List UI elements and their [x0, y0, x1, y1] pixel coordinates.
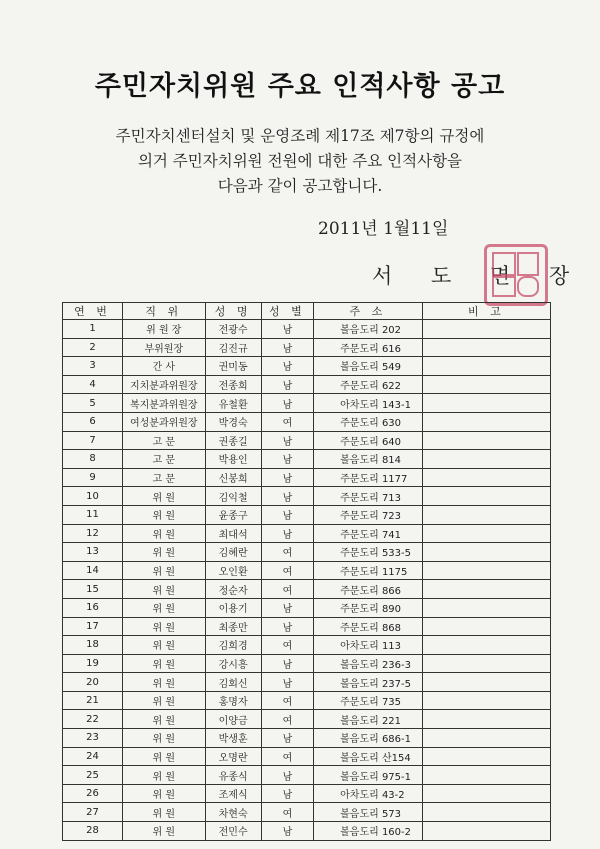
cell-gender: 남 — [261, 673, 313, 692]
cell-number: 14 — [63, 561, 123, 580]
cell-name: 전광수 — [205, 320, 261, 339]
table-row — [63, 487, 551, 506]
table-row — [63, 822, 551, 841]
cell-address: 볼음도리 221 — [314, 710, 423, 729]
table-row — [63, 431, 551, 450]
cell-position: 위 원 — [123, 654, 205, 673]
cell-gender: 남 — [261, 524, 313, 543]
header-number: 연 번 — [63, 303, 123, 320]
cell-position: 위 원 — [123, 747, 205, 766]
intro-paragraph — [40, 124, 560, 199]
cell-name: 정순자 — [205, 580, 261, 599]
table-row — [63, 524, 551, 543]
cell-name: 이양금 — [205, 710, 261, 729]
cell-name: 김진규 — [205, 338, 261, 357]
cell-gender: 여 — [261, 543, 313, 562]
table-row — [63, 394, 551, 413]
table-row — [63, 729, 551, 748]
cell-address: 주문도리 1175 — [314, 561, 423, 580]
cell-address: 주문도리 723 — [314, 505, 423, 524]
cell-address: 아차도리 143-1 — [314, 394, 423, 413]
cell-remarks — [422, 580, 550, 599]
table-row — [63, 468, 551, 487]
cell-address: 볼음도리 686-1 — [314, 729, 423, 748]
committee-members-table — [62, 302, 551, 841]
cell-name: 박생훈 — [205, 729, 261, 748]
cell-number: 7 — [63, 431, 123, 450]
page-title: 주민자치위원 주요 인적사항 공고 — [94, 71, 506, 102]
cell-number: 17 — [63, 617, 123, 636]
cell-number: 21 — [63, 691, 123, 710]
official-seal-stamp — [484, 244, 548, 306]
cell-remarks — [422, 431, 550, 450]
cell-gender: 남 — [261, 320, 313, 339]
cell-number: 12 — [63, 524, 123, 543]
table-row — [63, 598, 551, 617]
header-gender: 성 별 — [261, 303, 313, 320]
cell-address: 주문도리 735 — [314, 691, 423, 710]
cell-gender: 남 — [261, 450, 313, 469]
cell-remarks — [422, 320, 550, 339]
cell-address: 주문도리 622 — [314, 375, 423, 394]
cell-position: 위 원 장 — [123, 320, 205, 339]
cell-address: 주문도리 868 — [314, 617, 423, 636]
cell-number: 2 — [63, 338, 123, 357]
cell-gender: 남 — [261, 598, 313, 617]
cell-position: 위 원 — [123, 598, 205, 617]
cell-gender: 여 — [261, 412, 313, 431]
cell-remarks — [422, 784, 550, 803]
cell-name: 권종길 — [205, 431, 261, 450]
cell-number: 19 — [63, 654, 123, 673]
cell-address: 볼음도리 573 — [314, 803, 423, 822]
cell-address: 아차도리 43-2 — [314, 784, 423, 803]
cell-position: 위 원 — [123, 524, 205, 543]
table-row — [63, 803, 551, 822]
table-row — [63, 543, 551, 562]
cell-position: 여성분과위원장 — [123, 412, 205, 431]
table-row — [63, 673, 551, 692]
cell-number: 5 — [63, 394, 123, 413]
cell-gender: 남 — [261, 394, 313, 413]
cell-number: 8 — [63, 450, 123, 469]
cell-name: 윤종구 — [205, 505, 261, 524]
cell-position: 위 원 — [123, 784, 205, 803]
intro-line: 주민자치센터설치 및 운영조례 제17조 제7항의 규정에 — [115, 127, 485, 145]
cell-position: 위 원 — [123, 691, 205, 710]
header-name: 성 명 — [205, 303, 261, 320]
cell-number: 1 — [63, 320, 123, 339]
cell-gender: 남 — [261, 487, 313, 506]
cell-number: 25 — [63, 766, 123, 785]
cell-gender: 남 — [261, 431, 313, 450]
cell-position: 지치분과위원장 — [123, 375, 205, 394]
notice-date: 2011년 1월11일 — [318, 219, 449, 239]
cell-remarks — [422, 710, 550, 729]
cell-gender: 남 — [261, 357, 313, 376]
table-row — [63, 450, 551, 469]
cell-gender: 남 — [261, 654, 313, 673]
cell-position: 위 원 — [123, 505, 205, 524]
cell-gender: 남 — [261, 729, 313, 748]
cell-gender: 여 — [261, 803, 313, 822]
cell-remarks — [422, 561, 550, 580]
cell-remarks — [422, 822, 550, 841]
table-row — [63, 710, 551, 729]
cell-name: 차현숙 — [205, 803, 261, 822]
cell-position: 부위원장 — [123, 338, 205, 357]
cell-gender: 남 — [261, 338, 313, 357]
table-row — [63, 617, 551, 636]
cell-number: 28 — [63, 822, 123, 841]
cell-name: 박용인 — [205, 450, 261, 469]
cell-number: 23 — [63, 729, 123, 748]
cell-number: 3 — [63, 357, 123, 376]
cell-gender: 남 — [261, 468, 313, 487]
header-position: 직 위 — [123, 303, 205, 320]
cell-number: 22 — [63, 710, 123, 729]
cell-position: 위 원 — [123, 487, 205, 506]
table-row — [63, 636, 551, 655]
cell-remarks — [422, 747, 550, 766]
office-signature: 서 도 면 장 — [372, 264, 586, 288]
cell-address: 주문도리 890 — [314, 598, 423, 617]
cell-address: 볼음도리 160-2 — [314, 822, 423, 841]
table-row — [63, 357, 551, 376]
cell-remarks — [422, 636, 550, 655]
intro-line: 다음과 같이 공고합니다. — [217, 177, 383, 195]
cell-gender: 여 — [261, 710, 313, 729]
cell-position: 위 원 — [123, 580, 205, 599]
table-row — [63, 561, 551, 580]
cell-position: 위 원 — [123, 561, 205, 580]
cell-number: 9 — [63, 468, 123, 487]
cell-address: 볼음도리 814 — [314, 450, 423, 469]
cell-position: 위 원 — [123, 710, 205, 729]
cell-remarks — [422, 673, 550, 692]
cell-position: 위 원 — [123, 617, 205, 636]
cell-address: 주문도리 1177 — [314, 468, 423, 487]
cell-position: 고 문 — [123, 450, 205, 469]
table-row — [63, 320, 551, 339]
cell-address: 주문도리 533-5 — [314, 543, 423, 562]
table-row — [63, 654, 551, 673]
cell-address: 주문도리 713 — [314, 487, 423, 506]
table-header-row — [63, 303, 551, 320]
cell-name: 강시흥 — [205, 654, 261, 673]
table-row — [63, 691, 551, 710]
cell-remarks — [422, 598, 550, 617]
cell-remarks — [422, 412, 550, 431]
cell-name: 이용기 — [205, 598, 261, 617]
cell-name: 전민수 — [205, 822, 261, 841]
cell-address: 주문도리 616 — [314, 338, 423, 357]
cell-name: 권미동 — [205, 357, 261, 376]
cell-position: 위 원 — [123, 729, 205, 748]
cell-name: 최대석 — [205, 524, 261, 543]
cell-name: 유철환 — [205, 394, 261, 413]
table-row — [63, 338, 551, 357]
cell-name: 김회신 — [205, 673, 261, 692]
cell-gender: 남 — [261, 375, 313, 394]
cell-address: 볼음도리 236-3 — [314, 654, 423, 673]
cell-remarks — [422, 524, 550, 543]
cell-remarks — [422, 505, 550, 524]
cell-address: 주문도리 866 — [314, 580, 423, 599]
cell-address: 아차도리 113 — [314, 636, 423, 655]
table-row — [63, 784, 551, 803]
cell-position: 위 원 — [123, 673, 205, 692]
cell-remarks — [422, 394, 550, 413]
cell-gender: 남 — [261, 766, 313, 785]
cell-remarks — [422, 766, 550, 785]
cell-gender: 여 — [261, 636, 313, 655]
cell-position: 위 원 — [123, 766, 205, 785]
cell-name: 최종만 — [205, 617, 261, 636]
cell-name: 전종희 — [205, 375, 261, 394]
cell-remarks — [422, 357, 550, 376]
cell-address: 볼음도리 975-1 — [314, 766, 423, 785]
cell-number: 6 — [63, 412, 123, 431]
cell-name: 홍명자 — [205, 691, 261, 710]
cell-gender: 여 — [261, 747, 313, 766]
cell-number: 4 — [63, 375, 123, 394]
cell-name: 김익철 — [205, 487, 261, 506]
cell-remarks — [422, 375, 550, 394]
cell-address: 주문도리 630 — [314, 412, 423, 431]
header-address: 주 소 — [314, 303, 423, 320]
cell-remarks — [422, 543, 550, 562]
cell-gender: 남 — [261, 505, 313, 524]
cell-gender: 여 — [261, 691, 313, 710]
cell-name: 조제식 — [205, 784, 261, 803]
cell-position: 간 사 — [123, 357, 205, 376]
header-remarks: 비 고 — [422, 303, 550, 320]
cell-number: 10 — [63, 487, 123, 506]
table-row — [63, 580, 551, 599]
cell-position: 위 원 — [123, 636, 205, 655]
cell-number: 18 — [63, 636, 123, 655]
table-row — [63, 412, 551, 431]
cell-position: 위 원 — [123, 803, 205, 822]
cell-name: 신봉희 — [205, 468, 261, 487]
cell-address: 볼음도리 549 — [314, 357, 423, 376]
cell-remarks — [422, 468, 550, 487]
cell-gender: 남 — [261, 617, 313, 636]
cell-address: 볼음도리 산154 — [314, 747, 423, 766]
cell-remarks — [422, 729, 550, 748]
table-row — [63, 766, 551, 785]
cell-number: 15 — [63, 580, 123, 599]
cell-position: 고 문 — [123, 468, 205, 487]
cell-number: 27 — [63, 803, 123, 822]
cell-number: 13 — [63, 543, 123, 562]
cell-name: 오명란 — [205, 747, 261, 766]
table-row — [63, 747, 551, 766]
cell-address: 볼음도리 237-5 — [314, 673, 423, 692]
cell-number: 26 — [63, 784, 123, 803]
cell-number: 11 — [63, 505, 123, 524]
table-row — [63, 505, 551, 524]
cell-name: 오인환 — [205, 561, 261, 580]
cell-remarks — [422, 654, 550, 673]
cell-address: 볼음도리 202 — [314, 320, 423, 339]
cell-name: 유종식 — [205, 766, 261, 785]
cell-remarks — [422, 617, 550, 636]
cell-gender: 남 — [261, 822, 313, 841]
cell-number: 16 — [63, 598, 123, 617]
cell-gender: 여 — [261, 561, 313, 580]
cell-number: 24 — [63, 747, 123, 766]
cell-gender: 남 — [261, 784, 313, 803]
cell-remarks — [422, 338, 550, 357]
cell-address: 주문도리 741 — [314, 524, 423, 543]
cell-name: 김혜란 — [205, 543, 261, 562]
cell-position: 위 원 — [123, 543, 205, 562]
cell-name: 김희경 — [205, 636, 261, 655]
cell-remarks — [422, 487, 550, 506]
cell-name: 박경숙 — [205, 412, 261, 431]
cell-number: 20 — [63, 673, 123, 692]
cell-position: 복지분과위원장 — [123, 394, 205, 413]
table-row — [63, 375, 551, 394]
cell-remarks — [422, 803, 550, 822]
cell-position: 위 원 — [123, 822, 205, 841]
cell-address: 주문도리 640 — [314, 431, 423, 450]
cell-remarks — [422, 450, 550, 469]
cell-position: 고 문 — [123, 431, 205, 450]
cell-remarks — [422, 691, 550, 710]
cell-gender: 여 — [261, 580, 313, 599]
intro-line: 의거 주민자치위원 전원에 대한 주요 인적사항을 — [137, 152, 463, 170]
